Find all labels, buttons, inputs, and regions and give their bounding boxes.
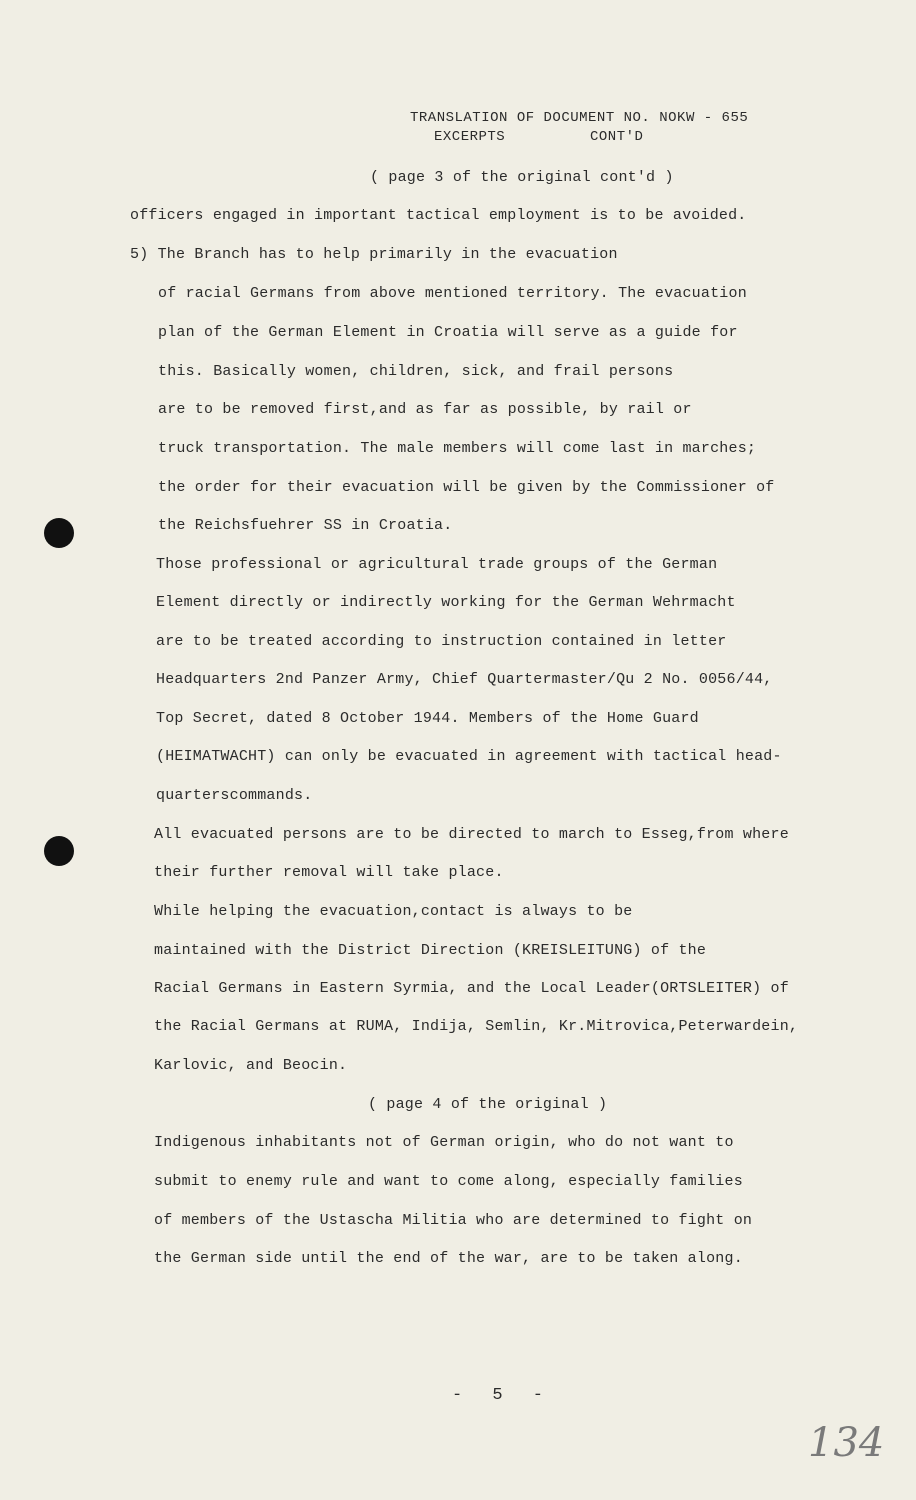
- punch-hole: [44, 518, 74, 548]
- body-line: their further removal will take place.: [154, 864, 504, 881]
- document-title: TRANSLATION OF DOCUMENT NO. NOKW - 655: [410, 110, 749, 126]
- body-line: officers engaged in important tactical employment is to be avoided.: [130, 207, 747, 224]
- body-line: Racial Germans in Eastern Syrmia, and the Local Leader(ORTSLEITER) of: [154, 980, 789, 997]
- body-line: plan of the German Element in Croatia will serve as a guide for: [158, 324, 738, 341]
- body-line: maintained with the District Direction (KREISLEITUNG) of the: [154, 942, 707, 959]
- body-line: the Reichsfuehrer SS in Croatia.: [158, 517, 453, 534]
- body-line: 5) The Branch has to help primarily in the evacuation: [130, 246, 618, 263]
- body-line: Those professional or agricultural trade groups of the German: [156, 556, 718, 573]
- body-line: are to be treated according to instruction contained in letter: [156, 633, 727, 650]
- body-line: truck transportation. The male members will come last in marches;: [158, 440, 757, 457]
- page-note: ( page 4 of the original ): [368, 1096, 608, 1113]
- page-note: ( page 3 of the original cont'd ): [370, 169, 674, 186]
- body-line: Top Secret, dated 8 October 1944. Members of the Home Guard: [156, 710, 699, 727]
- body-line: Karlovic, and Beocin.: [154, 1057, 348, 1074]
- body-line: All evacuated persons are to be directed to march to Esseg,from where: [154, 826, 789, 843]
- body-line: this. Basically women, children, sick, and frail persons: [158, 363, 674, 380]
- punch-hole: [44, 836, 74, 866]
- document-subtitle-excerpts: EXCERPTS: [434, 129, 506, 145]
- body-line: the order for their evacuation will be given by the Commissioner of: [158, 479, 775, 496]
- body-line: are to be removed first,and as far as possible, by rail or: [158, 401, 692, 418]
- body-line: submit to enemy rule and want to come along, especially families: [154, 1173, 743, 1190]
- body-line: quarterscommands.: [156, 787, 313, 804]
- body-line: Indigenous inhabitants not of German origin, who do not want to: [154, 1134, 734, 1151]
- body-line: While helping the evacuation,contact is always to be: [154, 903, 633, 920]
- body-line: the Racial Germans at RUMA, Indija, Semlin, Kr.Mitrovica,Peterwardein,: [154, 1018, 799, 1035]
- document-subtitle-contd: CONT'D: [590, 129, 644, 145]
- page-number: - 5 -: [452, 1386, 554, 1405]
- body-line: (HEIMATWACHT) can only be evacuated in agreement with tactical head-: [156, 748, 782, 765]
- body-line: of racial Germans from above mentioned territory. The evacuation: [158, 285, 747, 302]
- body-line: Headquarters 2nd Panzer Army, Chief Quartermaster/Qu 2 No. 0056/44,: [156, 671, 773, 688]
- body-line: of members of the Ustascha Militia who are determined to fight on: [154, 1212, 753, 1229]
- body-line: the German side until the end of the war, are to be taken along.: [154, 1250, 743, 1267]
- handwritten-folio-number: 134: [808, 1420, 885, 1466]
- body-line: Element directly or indirectly working for the German Wehrmacht: [156, 594, 736, 611]
